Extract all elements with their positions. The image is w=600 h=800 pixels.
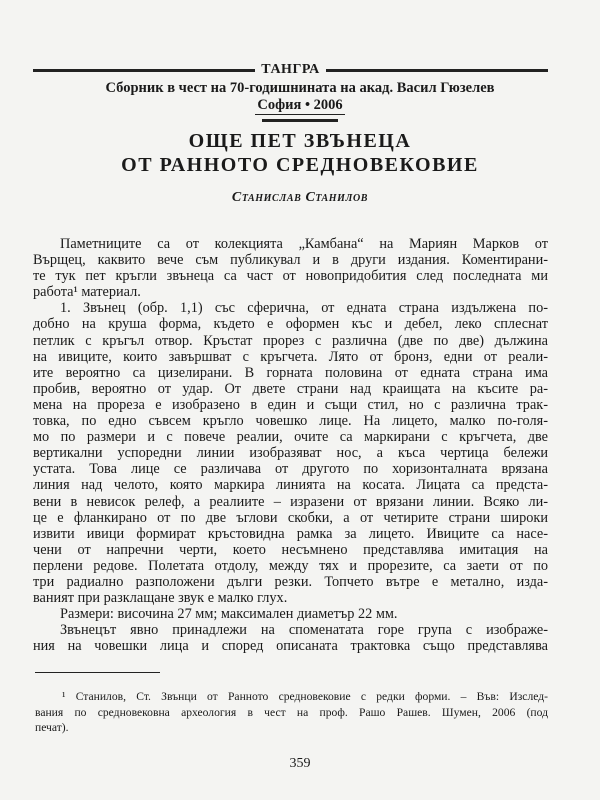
- body-text-line: извити ивици формират кръстовидна рамка за лицето. Ивиците са насе-: [33, 525, 548, 542]
- article-title-line-1: ОЩЕ ПЕТ ЗВЪНЕЦА: [188, 130, 412, 152]
- footnotes: [35, 689, 548, 736]
- body-text-line: Паметниците са от колекцията „Камбана“ на Мариян Марков от: [60, 236, 548, 252]
- body-text-line: работа¹ материал.: [33, 284, 141, 301]
- header-rule-right: [326, 69, 548, 72]
- article-body: [33, 236, 548, 654]
- body-text-line: це е фланкирано от по две ъглови скобки, а от четирите страни широки: [33, 509, 548, 526]
- body-text-line: устата. Това лице се различава от другото по хоризонталната врязана: [33, 461, 548, 478]
- body-text-line: ния на човешки лица и според описаната трактовка също представлява: [33, 638, 548, 655]
- journal-name: ТАНГРА: [261, 62, 320, 77]
- footnote-line: вания по средновековна археология в чест на проф. Рашо Рашев. Шумен, 2006 (под: [35, 705, 548, 719]
- article-author: Станислав Станилов: [231, 190, 369, 205]
- footnote-separator: [35, 672, 160, 673]
- body-text-line: Размери: височина 27 мм; максимален диаметър 22 мм.: [60, 606, 398, 623]
- body-text-line: те тук пет кръгли звънеца са част от новопридобития след последната ми: [33, 268, 548, 285]
- header-rule-left: [33, 69, 255, 72]
- place-year-text: София • 2006: [257, 97, 343, 113]
- body-text-line: линия над челото, която маркира линията на косата. Лицата са предста-: [33, 477, 548, 494]
- body-text-line: мена на прореза е изобразено в един и същи стил, но с различна трак-: [33, 396, 548, 413]
- place-year-rule: [262, 119, 338, 122]
- body-text-line: чени от напречни черти, което несъмнено представлява имитация на: [33, 541, 548, 558]
- body-text-line: Върщец, каквито вече съм публикувал и в други издания. Коментирани-: [33, 252, 548, 269]
- body-text-line: мо по размери и с повече реалии, очите са маркирани с кръгчета, две: [33, 429, 548, 446]
- body-text-line: вени в невисок релеф, а реалиите – изразени от врязани линии. Всяко ли-: [33, 493, 548, 510]
- body-text-line: Звънецът явно принадлежи на споменатата горе група с изображе-: [60, 622, 548, 639]
- body-text-line: на ивиците, които завършват с кръгчета. Лято от бронз, едни от реали-: [33, 348, 548, 365]
- journal-header: [33, 62, 548, 78]
- footnote-line: печат).: [35, 721, 69, 734]
- body-text-line: добно на круша форма, където е оформен къс и дебел, леко сплеснат: [33, 316, 548, 333]
- page-number: 359: [289, 756, 311, 771]
- body-text-line: три радиално разположени дълги резки. Топчето вътре е метално, изда-: [33, 573, 548, 590]
- body-text-line: пробив, вероятно от удар. От двете страни над краищата на късите ра-: [33, 380, 548, 397]
- body-text-line: петлик с кръгъл отвор. Кръстат прорез с различна (две по две) дължина: [33, 332, 548, 349]
- body-text-line: ваният при разклащане звук е малко глух.: [33, 590, 288, 607]
- body-text-line: ите вероятно са цизелирани. В горната половина от едната страна има: [33, 364, 548, 381]
- body-text-line: товка, по едно съвсем кръгло човешко лице. На лицето, малко по-голя-: [33, 413, 548, 430]
- body-text-line: вертикални успоредни линии изобразяват нос, а къса чертица бележи: [33, 445, 548, 462]
- body-text-line: 1. Звънец (обр. 1,1) със сферична, от едната страна издължена по-: [60, 300, 548, 317]
- place-year: [0, 97, 600, 115]
- collection-title: Сборник в чест на 70-годишнината на акад. Васил Гюзелев: [105, 80, 495, 96]
- footnote-line: ¹ Станилов, Ст. Звънци от Ранното средновековие с редки форми. – Във: Изслед-: [62, 690, 548, 703]
- body-text-line: перлени редове. Полетата отдолу, между тях и прорезите, са заети от по: [33, 557, 548, 574]
- article-title-line-2: ОТ РАННОТО СРЕДНОВЕКОВИЕ: [121, 154, 479, 176]
